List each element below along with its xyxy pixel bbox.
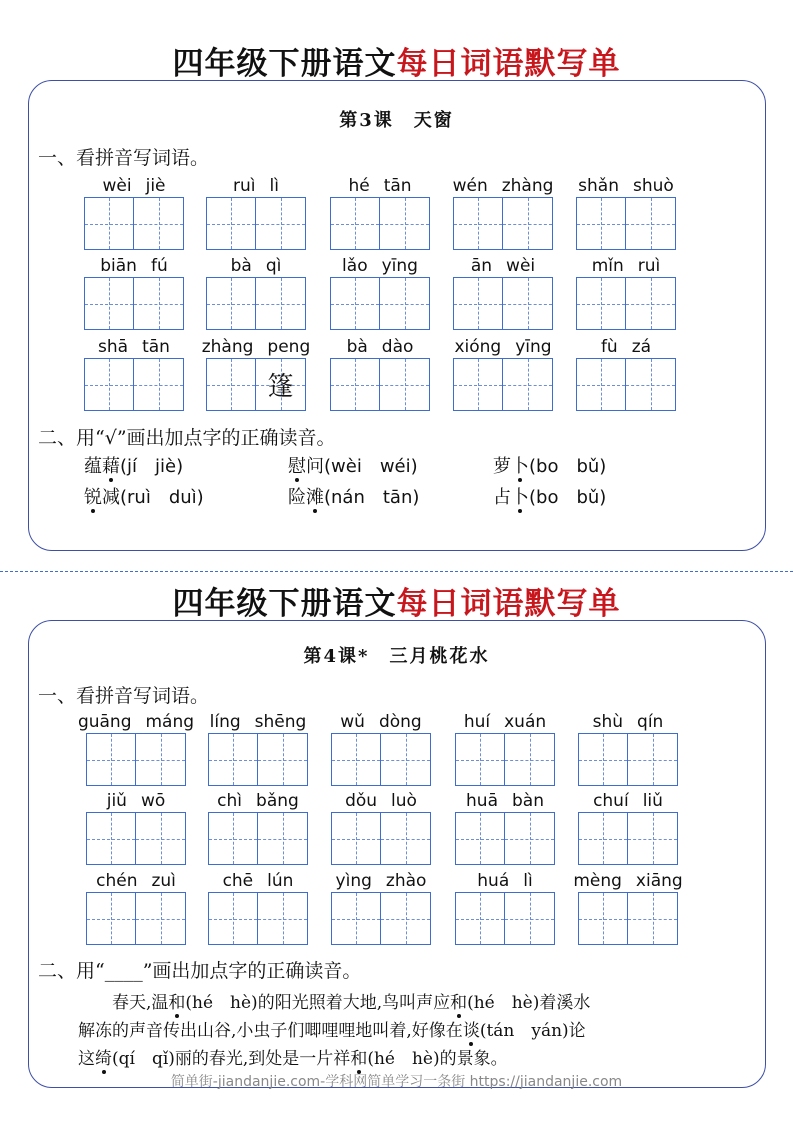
text-segment: 解冻的声音传出山谷,小虫子们唧哩哩地叫着,好像在 [78,1021,463,1041]
pinyin-label [445,791,565,811]
tianzige-cell [209,893,258,944]
tianzige-cell [626,198,675,249]
pinyin-syllable: chén [96,871,138,891]
word-part: 占 [493,487,511,508]
writing-box-pair[interactable] [576,358,676,411]
pinyin-syllable: ān [470,256,493,276]
tianzige-cell [454,198,503,249]
pinyin-syllable: tān [142,337,170,357]
footer-watermark: 简单街-jiandanjie.com-学科网简单学习一条街 https://jiandanjie.com [170,1074,623,1090]
pinyin-label [74,337,194,357]
tianzige-cell [87,813,136,864]
section-heading: 一、看拼音写词语。 [38,685,210,707]
pinyin-syllable: chì [217,791,243,811]
tianzige-cell [505,893,554,944]
lesson-title: 第3课 天窗 [339,110,454,131]
tianzige-cell [454,359,503,410]
paragraph-line [78,1016,586,1041]
pinyin-options[interactable]: (jí jiè) [120,456,184,477]
tianzige-cell [134,359,183,410]
pinyin-label [321,871,441,891]
writing-box-pair[interactable] [330,358,430,411]
dotted-character: 卜 [511,487,529,508]
word-part: 减 [102,487,120,508]
pinyin-syllable: yīng [515,337,552,357]
writing-box-pair[interactable] [576,277,676,330]
pinyin-syllable: shā [98,337,129,357]
tianzige-cell [628,813,677,864]
writing-box-pair[interactable] [455,733,555,786]
tianzige-cell [331,198,380,249]
pinyin-label [443,176,563,196]
pinyin-label [198,791,318,811]
writing-box-pair[interactable] [84,277,184,330]
text-segment: (qí qǐ)丽的春光,到处是一片祥 [112,1049,351,1069]
pinyin-syllable: dào [381,337,414,357]
pinyin-syllable: mèng [573,871,622,891]
pinyin-syllable: shēng [254,712,307,732]
pinyin-syllable: dòng [378,712,422,732]
pinyin-syllable: qín [637,712,664,732]
pinyin-syllable: zuì [151,871,176,891]
pinyin-syllable: máng [145,712,195,732]
dotted-character: 慰 [288,456,306,477]
pinyin-syllable: ruì [637,256,661,276]
section-heading: 一、看拼音写词语。 [38,147,210,169]
pinyin-syllable: wō [140,791,166,811]
title-black: 四年级下册语文 [172,46,397,82]
pinyin-syllable: líng [209,712,241,732]
pinyin-syllable: wèi [102,176,132,196]
pronunciation-item [84,483,204,509]
pinyin-syllable: fú [150,256,168,276]
tianzige-cell [136,893,185,944]
pinyin-label [320,256,440,276]
pinyin-syllable: shuò [633,176,674,196]
pronunciation-item [84,452,183,478]
dotted-character: 和 [168,993,186,1013]
writing-box-pair[interactable] [330,197,430,250]
pinyin-syllable: yīng [381,256,418,276]
pinyin-label [320,176,440,196]
word-part: 萝 [493,456,511,477]
section-heading: 二、用“√”画出加点字的正确读音。 [38,427,336,449]
writing-box-pair[interactable] [208,812,308,865]
writing-box-pair[interactable] [455,812,555,865]
writing-box-pair[interactable] [331,892,431,945]
pinyin-syllable: biān [100,256,137,276]
tianzige-cell [380,278,429,329]
pinyin-label [568,712,688,732]
tianzige-cell [85,198,134,249]
tianzige-cell [579,734,628,785]
pinyin-label [320,337,440,357]
pinyin-syllable: wén [452,176,488,196]
dotted-character: 卜 [511,456,529,477]
pinyin-syllable: yìng [335,871,372,891]
pinyin-syllable: liǔ [642,791,663,811]
pinyin-syllable: luò [391,791,417,811]
writing-box-pair[interactable] [330,277,430,330]
writing-box-pair[interactable] [206,277,306,330]
pronunciation-item [288,483,419,509]
writing-box-pair[interactable] [331,733,431,786]
tianzige-cell [332,893,381,944]
tianzige-cell [331,278,380,329]
pinyin-syllable: lì [269,176,279,196]
tianzige-cell [136,734,185,785]
writing-box-pair[interactable] [84,197,184,250]
pinyin-syllable: chuí [593,791,629,811]
pinyin-syllable: bǎng [256,791,299,811]
writing-box-pair[interactable] [453,277,553,330]
writing-box-pair[interactable] [578,733,678,786]
tianzige-cell [579,893,628,944]
pinyin-syllable: wǔ [340,712,365,732]
pinyin-syllable: lì [523,871,533,891]
writing-box-pair[interactable] [86,892,186,945]
pinyin-syllable: lǎo [342,256,368,276]
tianzige-cell [85,278,134,329]
tianzige-cell [456,813,505,864]
pinyin-syllable: lún [267,871,294,891]
pinyin-syllable: ruì [233,176,256,196]
pinyin-options[interactable]: (bo bǔ) [529,456,607,477]
tianzige-cell [579,813,628,864]
writing-box-pair[interactable] [206,358,306,411]
writing-box-pair[interactable] [86,812,186,865]
tianzige-cell [456,734,505,785]
pinyin-label [198,871,318,891]
pinyin-syllable: mǐn [591,256,624,276]
writing-box-pair[interactable] [208,892,308,945]
pinyin-label [196,256,316,276]
pinyin-options[interactable]: (wèi wéi) [324,456,418,477]
dotted-character: 锐 [84,487,102,508]
tianzige-cell [332,813,381,864]
tianzige-cell [209,734,258,785]
title-red: 每日词语默写单 [396,46,621,82]
pinyin-syllable: chē [222,871,254,891]
tianzige-cell [381,813,430,864]
tianzige-cell [256,278,305,329]
writing-box-pair[interactable] [455,892,555,945]
text-segment: 这 [78,1049,95,1069]
writing-box-pair[interactable] [86,733,186,786]
writing-box-pair[interactable] [331,812,431,865]
writing-box-pair[interactable] [206,197,306,250]
tianzige-cell [134,198,183,249]
pinyin-label [443,337,563,357]
pinyin-syllable: zá [631,337,652,357]
pinyin-label [568,791,688,811]
pinyin-label [76,871,196,891]
writing-box-pair[interactable] [208,733,308,786]
text-segment: (hé hè)的景象。 [367,1049,508,1069]
pinyin-label [196,176,316,196]
tianzige-cell [380,198,429,249]
pinyin-syllable: shǎn [578,176,619,196]
word-part: 蕴 [84,456,102,477]
tianzige-cell [628,893,677,944]
tianzige-cell [258,893,307,944]
tianzige-cell [577,198,626,249]
pinyin-label [443,256,563,276]
tianzige-cell [577,278,626,329]
pinyin-label [74,256,194,276]
tianzige-cell [256,198,305,249]
text-segment: (tán yán)论 [479,1021,586,1041]
text-segment: (hé hè)着溪水 [467,993,591,1013]
tianzige-cell [258,734,307,785]
tianzige-cell [136,813,185,864]
worksheet-title [0,38,793,83]
cut-line [0,571,793,572]
pinyin-syllable: wèi [506,256,536,276]
pinyin-label [566,176,686,196]
title-red: 每日词语默写单 [396,586,621,622]
tianzige-cell [626,359,675,410]
tianzige-cell [331,359,380,410]
pinyin-syllable: huí [463,712,491,732]
tianzige-cell [456,893,505,944]
tianzige-cell [207,278,256,329]
section-heading: 二、用“____”画出加点字的正确读音。 [38,960,362,982]
writing-box-pair[interactable] [453,197,553,250]
dotted-character: 藉 [102,456,120,477]
tianzige-cell [626,278,675,329]
pinyin-label [321,712,441,732]
pinyin-syllable: hé [348,176,370,196]
pronunciation-item [493,452,606,478]
pinyin-label [76,712,196,732]
pinyin-syllable: zhào [385,871,427,891]
pinyin-label [566,256,686,276]
tianzige-cell [628,734,677,785]
tianzige-cell [505,813,554,864]
pinyin-label [74,176,194,196]
pinyin-syllable: zhàng [501,176,554,196]
writing-box-pair[interactable] [576,197,676,250]
pinyin-syllable: shù [592,712,624,732]
tianzige-cell [209,813,258,864]
pinyin-syllable: qì [265,256,282,276]
writing-box-pair[interactable] [84,358,184,411]
pinyin-label [196,337,316,357]
pinyin-syllable: huá [477,871,510,891]
pinyin-label [568,871,688,891]
tianzige-cell [207,359,256,410]
pinyin-syllable: zhàng [201,337,254,357]
pinyin-label [566,337,686,357]
pinyin-syllable: jiè [145,176,166,196]
tianzige-cell [454,278,503,329]
worksheet-title [0,578,793,623]
dotted-character: 和 [350,1049,368,1069]
pinyin-label [198,712,318,732]
tianzige-cell [503,198,552,249]
tianzige-cell [87,893,136,944]
pinyin-syllable: xiāng [635,871,683,891]
tianzige-cell [380,359,429,410]
pinyin-syllable: xuán [504,712,547,732]
pinyin-label [445,712,565,732]
word-part: 险 [288,487,306,508]
pronunciation-item [493,483,606,509]
tianzige-cell [577,359,626,410]
tianzige-cell [503,278,552,329]
pinyin-syllable: fù [600,337,618,357]
tianzige-cell [503,359,552,410]
text-segment: 春天,温 [78,993,169,1013]
tianzige-cell [381,734,430,785]
pinyin-syllable: bà [346,337,368,357]
paragraph-line [78,1044,508,1069]
dotted-character: 谈 [462,1021,480,1041]
pinyin-syllable: dǒu [345,791,378,811]
pinyin-options[interactable]: (ruì duì) [120,487,204,508]
tianzige-cell [505,734,554,785]
pinyin-syllable: peng [267,337,311,357]
tianzige-cell [207,198,256,249]
pronunciation-item [288,452,418,478]
word-part: 问 [306,456,324,477]
tianzige-cell [258,813,307,864]
pinyin-syllable: huā [466,791,498,811]
tianzige-cell [381,893,430,944]
pinyin-syllable: bàn [511,791,544,811]
pinyin-label [76,791,196,811]
pinyin-options[interactable]: (nán tān) [324,487,420,508]
pinyin-syllable: xióng [454,337,502,357]
writing-box-pair[interactable] [578,812,678,865]
tianzige-cell [85,359,134,410]
tianzige-cell [332,734,381,785]
dotted-character: 和 [450,993,468,1013]
text-segment: (hé hè)的阳光照着大地,鸟叫声应 [185,993,451,1013]
lesson-title: 第4课* 三月桃花水 [303,646,490,667]
pinyin-syllable: jiǔ [106,791,127,811]
pinyin-label [321,791,441,811]
title-black: 四年级下册语文 [172,586,397,622]
pinyin-syllable: tān [383,176,412,196]
pinyin-options[interactable]: (bo bǔ) [529,487,607,508]
dotted-character: 滩 [306,487,324,508]
writing-box-pair[interactable] [453,358,553,411]
pinyin-syllable: guāng [77,712,132,732]
tianzige-cell [134,278,183,329]
pinyin-label [445,871,565,891]
dotted-character: 绮 [95,1049,112,1069]
paragraph-line [78,988,590,1013]
writing-box-pair[interactable] [578,892,678,945]
pinyin-syllable: bà [230,256,252,276]
tianzige-cell [87,734,136,785]
prefilled-character: 篷 [267,372,294,402]
tianzige-cell [256,359,305,410]
